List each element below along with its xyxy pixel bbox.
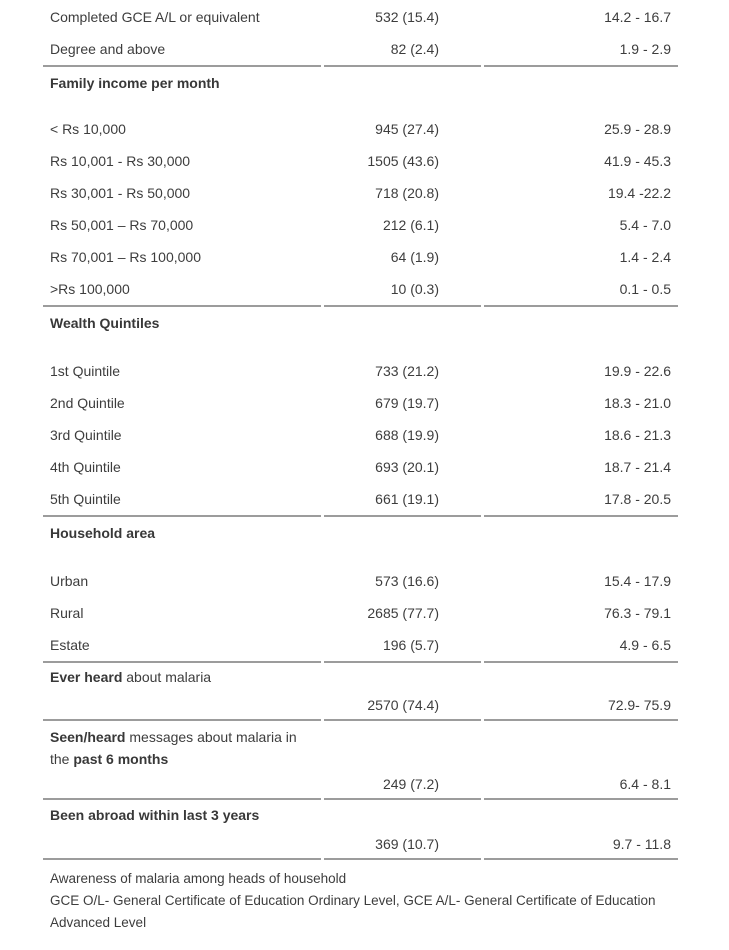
- section-header-household-area: Household area: [50, 525, 156, 541]
- row-ci: 18.3 - 21.0: [604, 395, 671, 411]
- row-ci: 72.9- 75.9: [484, 691, 678, 721]
- table-row: [43, 830, 678, 860]
- section-header-wealth-quintiles: Wealth Quintiles: [50, 315, 160, 331]
- row-ci: 19.9 - 22.6: [604, 363, 671, 379]
- row-label: 1st Quintile: [50, 363, 121, 379]
- row-ci: 9.7 - 11.8: [484, 830, 678, 860]
- table-row: [43, 177, 678, 209]
- header-bold-text: Seen/heard: [50, 729, 126, 745]
- spacer-cell: [43, 99, 678, 113]
- empty-cell: [43, 830, 321, 860]
- header-regular-text: messages about malaria in: [125, 729, 297, 745]
- spacer-cell: [43, 339, 678, 355]
- row-label: Rural: [50, 605, 84, 621]
- row-value: 688 (19.9): [375, 427, 439, 443]
- row-label: Rs 30,001 - Rs 50,000: [50, 185, 191, 201]
- row-value: 10 (0.3): [324, 273, 481, 307]
- row-label: Estate: [43, 629, 321, 663]
- table-row: [43, 113, 678, 145]
- row-label: >Rs 100,000: [43, 273, 321, 307]
- header-regular-text: the: [50, 751, 74, 767]
- section-header-row: [43, 721, 678, 770]
- row-label: Degree and above: [43, 33, 321, 67]
- table-row: [43, 209, 678, 241]
- header-bold-text: Ever heard: [50, 669, 123, 685]
- footnote-line: Advanced Level: [50, 915, 147, 930]
- row-value: 2685 (77.7): [367, 605, 439, 621]
- row-value: 532 (15.4): [375, 9, 439, 25]
- row-ci: 14.2 - 16.7: [604, 9, 671, 25]
- section-header-row: [43, 307, 678, 339]
- row-value: 945 (27.4): [375, 121, 439, 137]
- row-ci: 41.9 - 45.3: [604, 153, 671, 169]
- table-row: [43, 419, 678, 451]
- row-label: 2nd Quintile: [50, 395, 125, 411]
- row-label: Rs 50,001 – Rs 70,000: [50, 217, 194, 233]
- table-row: [43, 1, 678, 33]
- row-ci: 18.6 - 21.3: [604, 427, 671, 443]
- row-value: 1505 (43.6): [367, 153, 439, 169]
- table-row: [43, 33, 678, 67]
- header-line-2: [50, 748, 678, 770]
- row-label: Rs 70,001 – Rs 100,000: [50, 249, 201, 265]
- row-value: 82 (2.4): [324, 33, 481, 67]
- row-label: Rs 10,001 - Rs 30,000: [50, 153, 191, 169]
- row-ci: 1.9 - 2.9: [484, 33, 678, 67]
- table-row: [43, 241, 678, 273]
- section-header-seen-heard: [43, 721, 678, 770]
- spacer-row: [43, 339, 678, 355]
- row-ci: 5.4 - 7.0: [619, 217, 671, 233]
- table-row: [43, 273, 678, 307]
- row-label: 3rd Quintile: [50, 427, 122, 443]
- row-value: 573 (16.6): [375, 573, 439, 589]
- row-ci: 1.4 - 2.4: [619, 249, 671, 265]
- row-ci: 76.3 - 79.1: [604, 605, 671, 621]
- table-row: [43, 387, 678, 419]
- header-bold-text: past 6 months: [73, 751, 169, 767]
- row-value: 64 (1.9): [390, 249, 439, 265]
- table-row: [43, 691, 678, 721]
- table-row: [43, 145, 678, 177]
- row-value: 733 (21.2): [375, 363, 439, 379]
- table-row: [43, 629, 678, 663]
- section-header-row: [43, 67, 678, 99]
- header-regular-text: about malaria: [122, 669, 212, 685]
- table-row: [43, 355, 678, 387]
- row-value: 693 (20.1): [375, 459, 439, 475]
- table-row: [43, 770, 678, 800]
- row-value: 679 (19.7): [375, 395, 439, 411]
- row-ci: 15.4 - 17.9: [604, 573, 671, 589]
- survey-summary-table: [40, 1, 681, 860]
- row-value: 249 (7.2): [324, 770, 481, 800]
- table-row: [43, 565, 678, 597]
- row-value: 196 (5.7): [324, 629, 481, 663]
- row-ci: 4.9 - 6.5: [484, 629, 678, 663]
- row-value: 212 (6.1): [382, 217, 439, 233]
- row-label: 5th Quintile: [43, 483, 321, 517]
- row-ci: 18.7 - 21.4: [604, 459, 671, 475]
- row-ci: 0.1 - 0.5: [484, 273, 678, 307]
- table-row: [43, 597, 678, 629]
- row-ci: 19.4 -22.2: [607, 185, 671, 201]
- section-header-family-income: Family income per month: [50, 75, 220, 91]
- section-header-ever-heard: [43, 663, 678, 691]
- row-ci: 6.4 - 8.1: [484, 770, 678, 800]
- row-ci: 25.9 - 28.9: [604, 121, 671, 137]
- footnote-line: Awareness of malaria among heads of household: [50, 871, 347, 886]
- row-label: 4th Quintile: [50, 459, 121, 475]
- header-text-lines: [50, 721, 678, 770]
- row-label: Urban: [50, 573, 89, 589]
- row-value: 661 (19.1): [324, 483, 481, 517]
- spacer-row: [43, 99, 678, 113]
- spacer-row: [43, 549, 678, 565]
- row-label: Completed GCE A/L or equivalent: [50, 9, 260, 25]
- section-header-been-abroad: Been abroad within last 3 years: [50, 807, 260, 823]
- row-ci: 17.8 - 20.5: [484, 483, 678, 517]
- row-value: 369 (10.7): [324, 830, 481, 860]
- section-header-row: [43, 663, 678, 691]
- empty-cell: [43, 770, 321, 800]
- empty-cell: [43, 691, 321, 721]
- row-label: < Rs 10,000: [50, 121, 126, 137]
- row-value: 718 (20.8): [375, 185, 439, 201]
- table-row: [43, 483, 678, 517]
- spacer-cell: [43, 549, 678, 565]
- row-value: 2570 (74.4): [324, 691, 481, 721]
- table-row: [43, 451, 678, 483]
- header-line-1: [50, 726, 678, 748]
- section-header-row: [43, 517, 678, 549]
- section-header-row: [43, 800, 678, 830]
- table-footnotes: [50, 868, 729, 934]
- footnote-line: GCE O/L- General Certificate of Education Ordinary Level, GCE A/L- General Certificate of Education: [50, 893, 656, 908]
